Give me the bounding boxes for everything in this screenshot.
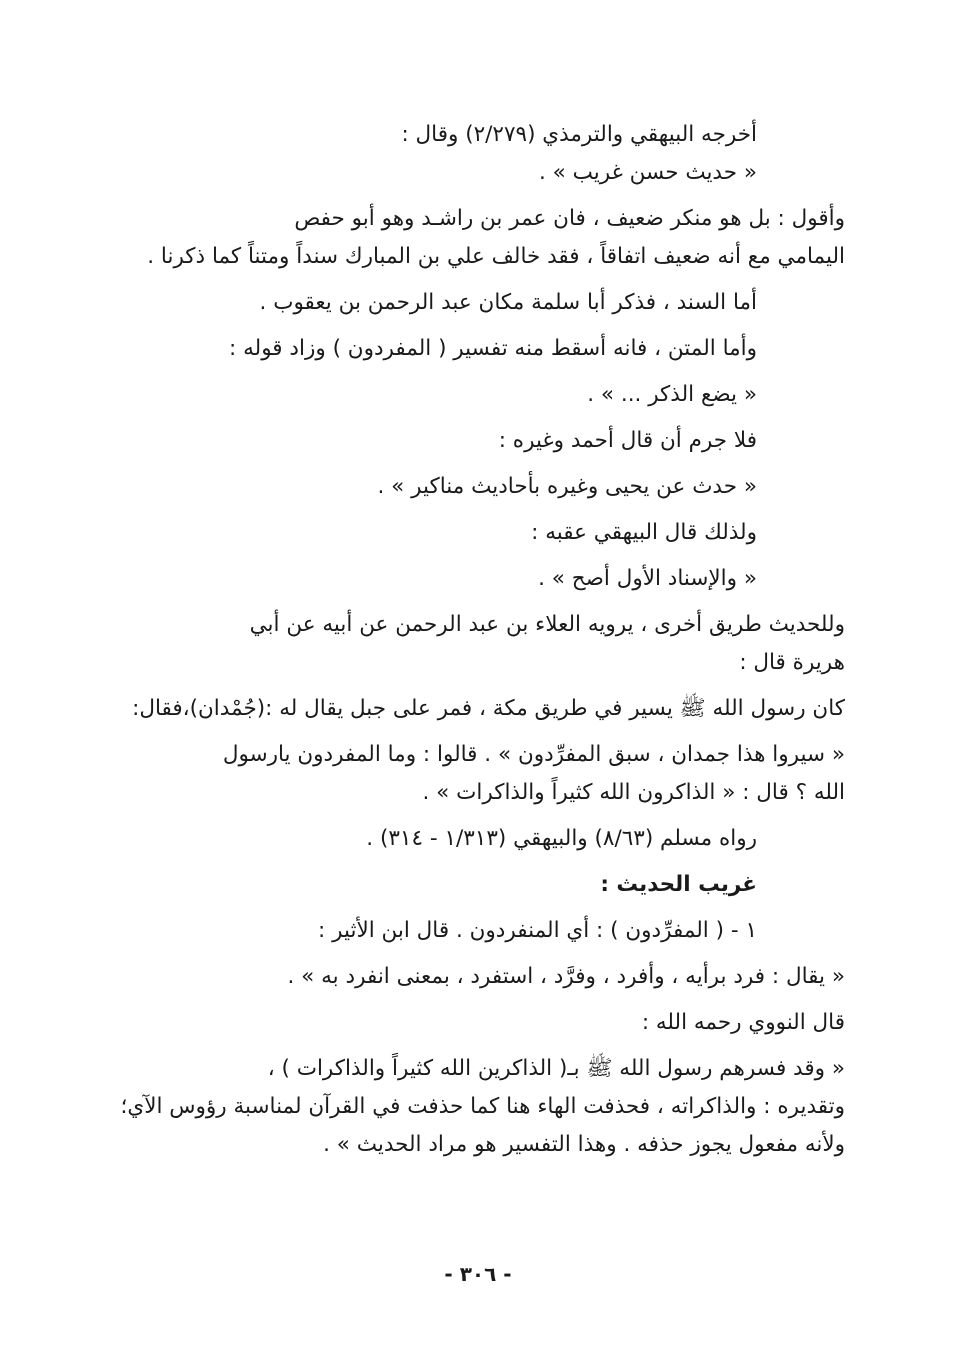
text-line: رواه مسلم (٨/٦٣) والبيهقي (١/٣١٣ - ٣١٤) . [366,826,757,851]
text-line: أما السند ، فذكر أبا سلمة مكان عبد الرحمن بن يعقوب . [259,290,757,315]
text-line: « حديث حسن غريب » . [538,160,757,185]
text-line: « سيروا هذا جمدان ، سبق المفرِّدون » . قالوا : وما المفردون يارسول [222,742,845,767]
text-line: وتقديره : والذاكراته ، فحذفت الهاء هنا كما حذفت في القرآن لمناسبة رؤوس الآي؛ [120,1094,845,1119]
text-line: الله ؟ قال : « الذاكرون الله كثيراً والذاكرات » . [422,780,845,805]
text-line: ولأنه مفعول يجوز حذفه . وهذا التفسير هو مراد الحديث » . [323,1132,845,1157]
section-heading: غريب الحديث : [600,872,757,897]
text-line: كان رسول الله ﷺ يسير في طريق مكة ، فمر على جبل يقال له :(جُمْدان)،فقال: [132,696,845,721]
text-line: فلا جرم أن قال أحمد وغيره : [498,428,757,453]
text-line: « يقال : فرد برأيه ، وأفرد ، وفرَّد ، استفرد ، بمعنى انفرد به » . [287,964,845,989]
text-line: « يضع الذكر ... » . [587,382,757,407]
page-body [110,116,845,1164]
text-line: « وقد فسرهم رسول الله ﷺ بـ( الذاكرين الله كثيراً والذاكرات ) ، [267,1056,845,1081]
text-line: أخرجه البيهقي والترمذي (٢/٢٧٩) وقال : [401,122,757,147]
text-line: ١ - ( المفرِّدون ) : أي المنفردون . قال ابن الأثير : [318,918,757,943]
text-line: « حدث عن يحيى وغيره بأحاديث مناكير » . [377,474,757,499]
text-line: هريرة قال : [739,650,845,675]
text-line: « والإسناد الأول أصح » . [538,566,757,591]
text-line: اليمامي مع أنه ضعيف اتفاقاً ، فقد خالف علي بن المبارك سنداً ومتناً كما ذكرنا . [147,244,845,269]
text-line: وأما المتن ، فانه أسقط منه تفسير ( المفردون ) وزاد قوله : [229,336,757,361]
text-line: وللحديث طريق أخرى ، يرويه العلاء بن عبد الرحمن عن أبيه عن أبي [249,612,845,637]
text-line: وأقول : بل هو منكر ضعيف ، فان عمر بن راشـد وهو أبو حفص [294,206,845,231]
text-line: ولذلك قال البيهقي عقبه : [531,520,757,545]
text-line: قال النووي رحمه الله : [641,1010,845,1035]
page-number: - ٣٠٦ - [444,1262,512,1286]
